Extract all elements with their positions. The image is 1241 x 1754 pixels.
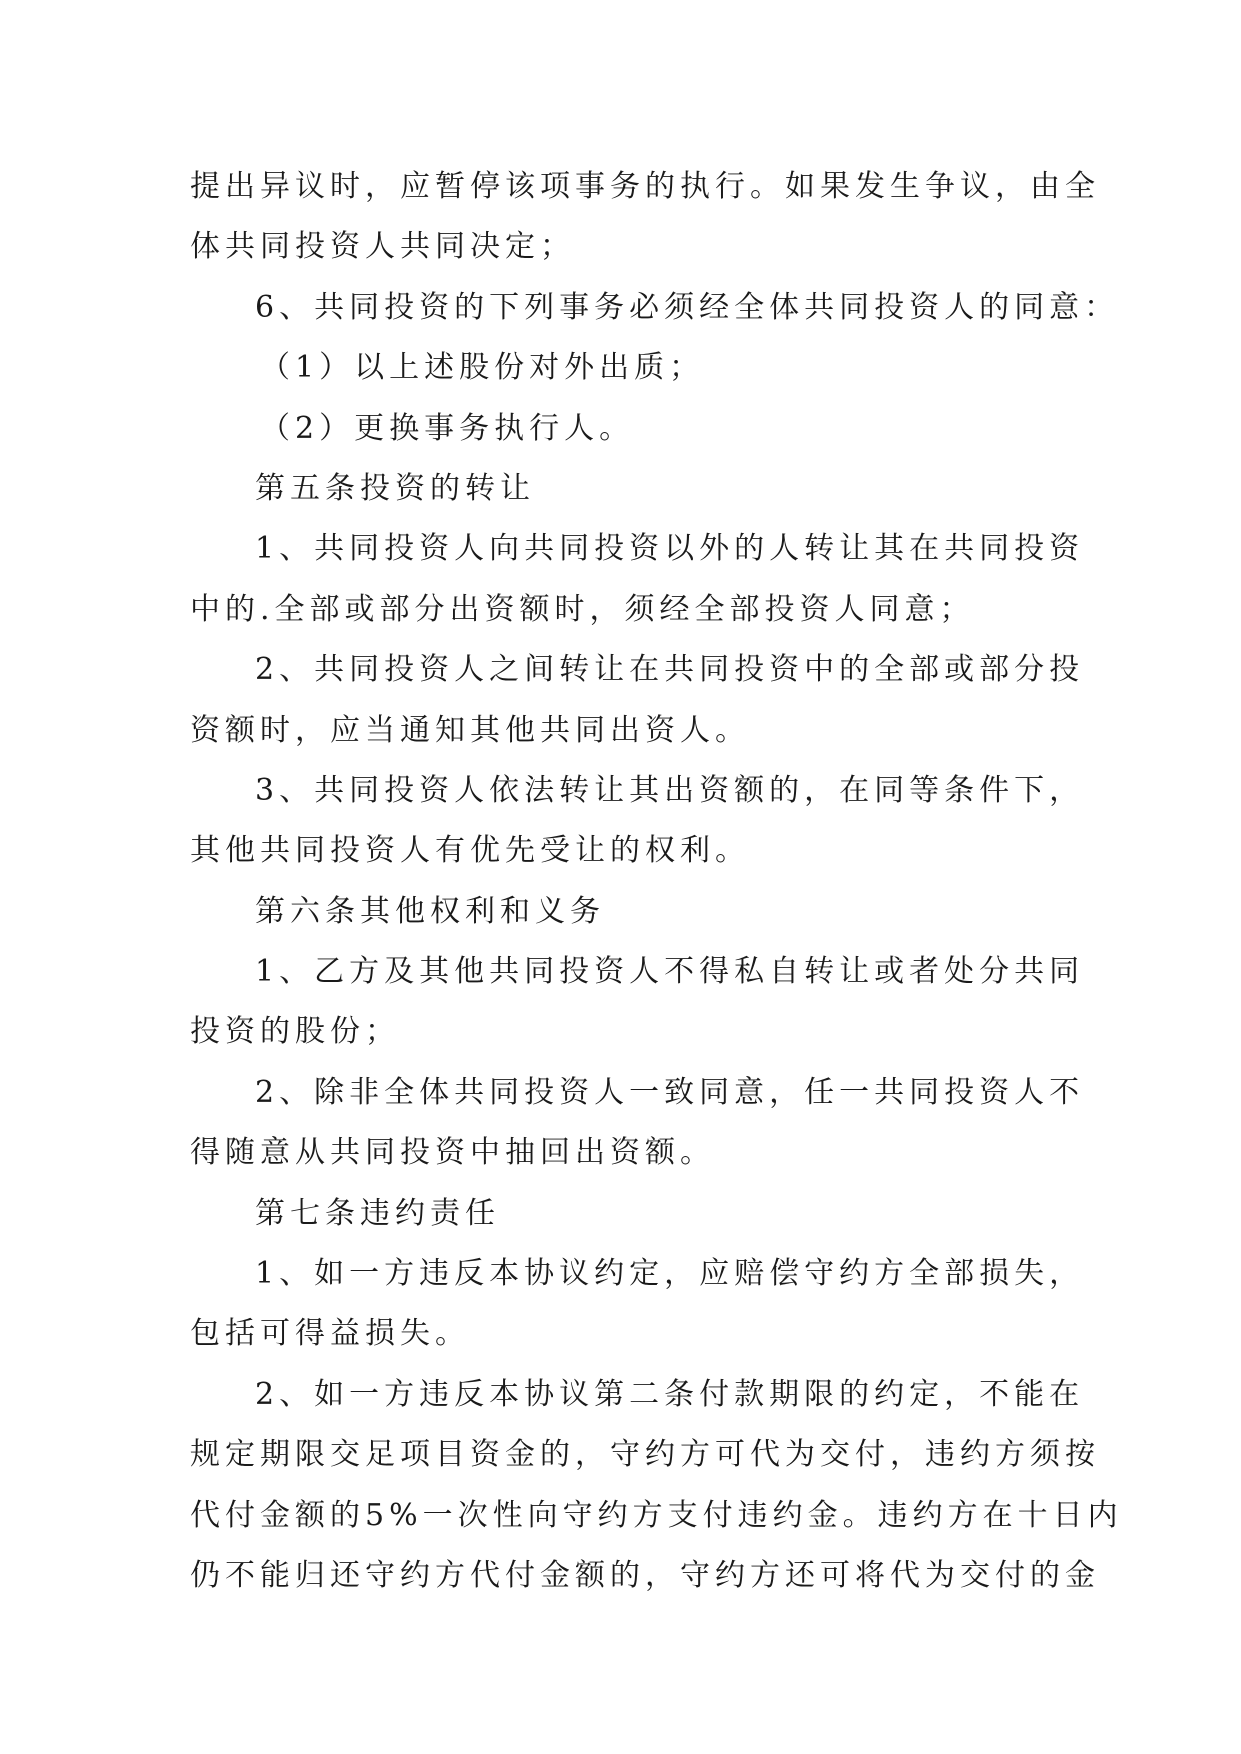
section-heading: 第五条投资的转让 bbox=[255, 470, 535, 506]
text-line: 1、乙方及其他共同投资人不得私自转让或者处分共同 bbox=[255, 954, 1085, 990]
text-line: 提出异议时，应暂停该项事务的执行。如果发生争议，由全 bbox=[190, 169, 1100, 204]
text-line: 包括可得益损失。 bbox=[190, 1316, 470, 1352]
text-line: （2）更换事务执行人。 bbox=[260, 410, 635, 446]
text-line: 中的.全部或部分出资额时，须经全部投资人同意； bbox=[190, 591, 975, 627]
document-body bbox=[190, 157, 1123, 1606]
text-line: 1、如一方违反本协议约定，应赔偿守约方全部损失， bbox=[255, 1256, 1085, 1292]
text-line: （1）以上述股份对外出质； bbox=[260, 350, 705, 386]
text-line: 资额时，应当通知其他共同出资人。 bbox=[190, 712, 750, 748]
text-line: 体共同投资人共同决定； bbox=[190, 229, 575, 265]
text-line: 仍不能归还守约方代付金额的，守约方还可将代为交付的金 bbox=[190, 1557, 1100, 1593]
text-line: 规定期限交足项目资金的，守约方可代为交付，违约方须按 bbox=[190, 1437, 1100, 1473]
text-line: 投资的股份； bbox=[190, 1014, 400, 1050]
section-heading: 第七条违约责任 bbox=[255, 1195, 500, 1231]
text-line: 3、共同投资人依法转让其出资额的，在同等条件下， bbox=[255, 772, 1085, 808]
text-line: 1、共同投资人向共同投资以外的人转让其在共同投资 bbox=[255, 531, 1085, 567]
section-heading: 第六条其他权利和义务 bbox=[255, 893, 605, 929]
text-line: 2、共同投资人之间转让在共同投资中的全部或部分投 bbox=[255, 652, 1085, 688]
text-line: 得随意从共同投资中抽回出资额。 bbox=[190, 1135, 715, 1171]
text-line: 2、除非全体共同投资人一致同意，任一共同投资人不 bbox=[255, 1074, 1085, 1110]
text-line: 代付金额的5%一次性向守约方支付违约金。违约方在十日内 bbox=[190, 1497, 1123, 1533]
text-line: 6、共同投资的下列事务必须经全体共同投资人的同意： bbox=[255, 289, 1120, 325]
text-line: 其他共同投资人有优先受让的权利。 bbox=[190, 833, 750, 869]
text-line: 2、如一方违反本协议第二条付款期限的约定，不能在 bbox=[255, 1376, 1085, 1412]
